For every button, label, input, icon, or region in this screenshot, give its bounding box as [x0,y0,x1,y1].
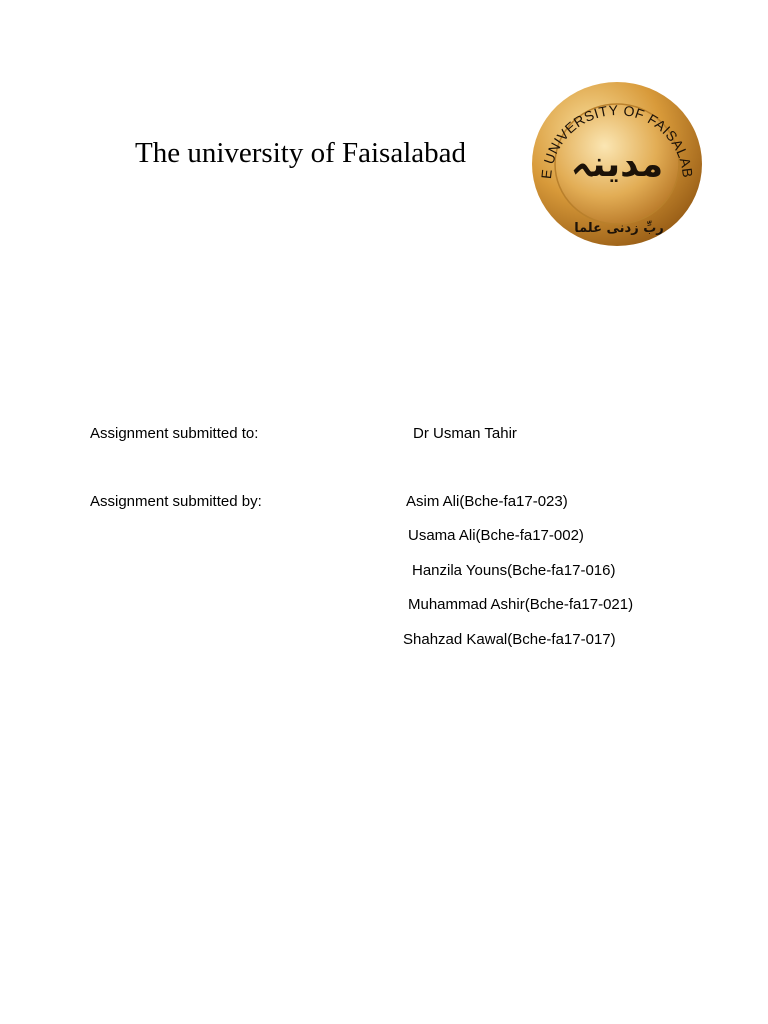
seal-motto: ربِّ زدنی علما [574,221,664,236]
seal-ring-text: E UNIVERSITY OF FAISALAB [537,101,697,180]
student-name-1: Asim Ali(Bche-fa17-023) [406,493,568,510]
submitted-to-label: Assignment submitted to: [90,425,259,442]
student-name-2: Usama Ali(Bche-fa17-002) [408,527,584,544]
student-name-4: Muhammad Ashir(Bche-fa17-021) [408,596,634,613]
seal-center-calligraphy: مدینہ [570,144,664,185]
student-name-3: Hanzila Youns(Bche-fa17-016) [412,562,616,579]
university-seal-logo [531,81,703,247]
submitted-to-name: Dr Usman Tahir [413,425,517,442]
student-name-5: Shahzad Kawal(Bche-fa17-017) [403,631,616,648]
seal-svg [531,81,703,247]
page-title: The university of Faisalabad [135,137,466,169]
submitted-by-label: Assignment submitted by: [90,493,262,510]
